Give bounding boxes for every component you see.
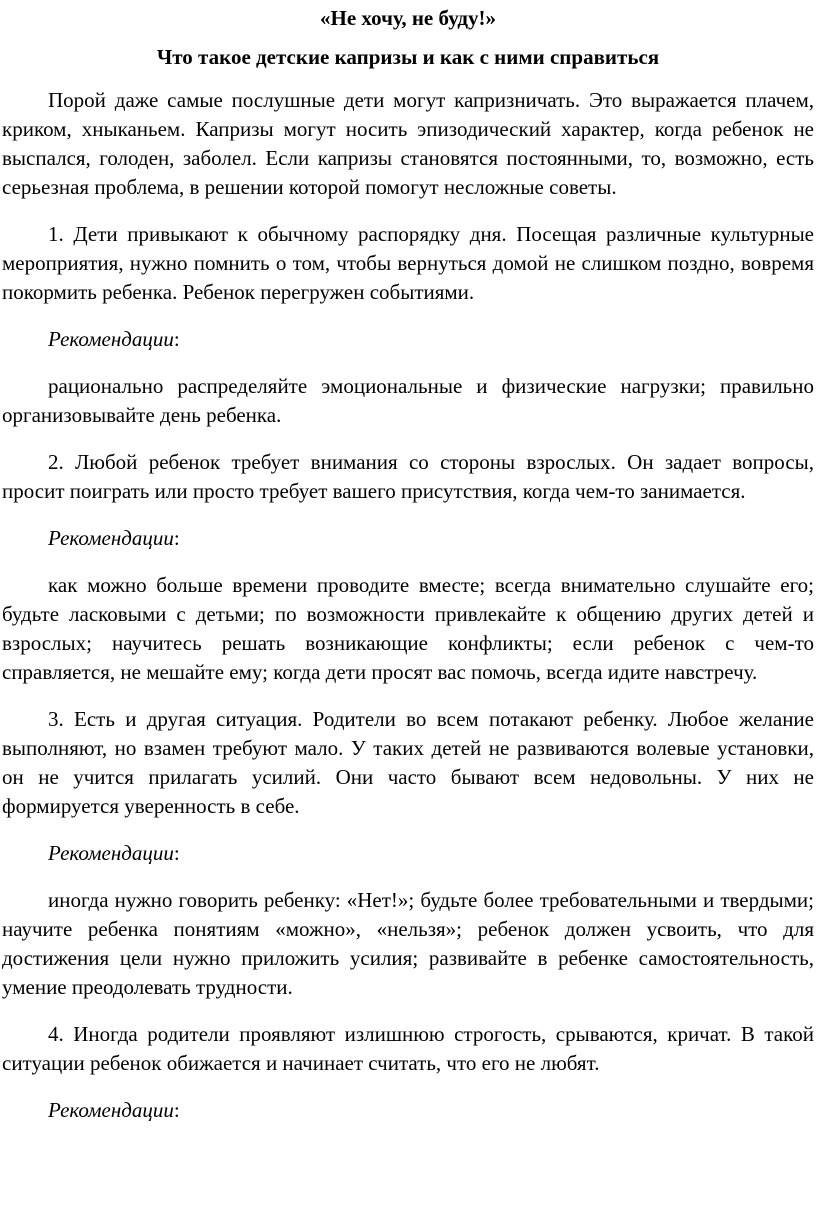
document-subtitle: Что такое детские капризы и как с ними справиться — [156, 45, 660, 69]
item-1-paragraph: 1. Дети привыкают к обычному распорядку дня. Посещая различные культурные мероприятия, нужно помнить о том, чтобы вернуться домой не слишком поздно, вовремя покормить ребенка. Ребенок перегружен событиями. — [2, 222, 814, 304]
item-1-recommendation: рационально распределяйте эмоциональные и физические нагрузки; правильно организовывайте день ребенка. — [2, 374, 814, 427]
item-1-recommendation-label — [2, 325, 814, 354]
recommendation-colon: : — [173, 841, 180, 865]
recommendation-label: Рекомендации — [48, 327, 174, 351]
recommendation-label: Рекомендации — [48, 841, 174, 865]
item-3-recommendation: иногда нужно говорить ребенку: «Нет!»; будьте более требовательными и твердыми; научите ребенка понятиям «можно», «нельзя»; ребенок должен усвоить, что для достижения цели нужно приложить усилия; развивайте в ребенке самостоятельность, умение преодолевать трудности. — [2, 888, 814, 999]
recommendation-colon: : — [173, 327, 180, 351]
item-2-recommendation-label — [2, 524, 814, 553]
item-4-paragraph: 4. Иногда родители проявляют излишнюю строгость, срываются, кричат. В такой ситуации ребенок обижается и начинает считать, что его не любят. — [2, 1022, 814, 1075]
recommendation-label: Рекомендации — [48, 1098, 174, 1122]
recommendation-label: Рекомендации — [48, 526, 174, 550]
item-2-paragraph: 2. Любой ребенок требует внимания со стороны взрослых. Он задает вопросы, просит поиграть или просто требует вашего присутствия, когда чем-то занимается. — [2, 450, 814, 503]
document-title: «Не хочу, не буду!» — [320, 6, 496, 30]
item-3-recommendation-label — [2, 839, 814, 868]
intro-paragraph: Порой даже самые послушные дети могут капризничать. Это выражается плачем, криком, хныканьем. Капризы могут носить эпизодический характер, когда ребенок не выспался, голоден, заболел. Если капризы становятся постоянными, то, возможно, есть серьезная проблема, в решении которой помогут несложные советы. — [2, 88, 814, 199]
recommendation-colon: : — [173, 1098, 180, 1122]
item-3-paragraph: 3. Есть и другая ситуация. Родители во всем потакают ребенку. Любое желание выполняют, но взамен требуют мало. У таких детей не развиваются волевые установки, он не учится прилагать усилий. Они часто бывают всем недовольны. У них не формируется уверенность в себе. — [2, 707, 814, 818]
item-2-recommendation: как можно больше времени проводите вместе; всегда внимательно слушайте его; будьте ласковыми с детьми; по возможности привлекайте к общению других детей и взрослых; научитесь решать возникающие конфликты; если ребенок с чем-то справляется, не мешайте ему; когда дети просят вас помочь, всегда идите навстречу. — [2, 573, 814, 684]
recommendation-colon: : — [173, 526, 180, 550]
item-4-recommendation-label — [2, 1096, 814, 1125]
